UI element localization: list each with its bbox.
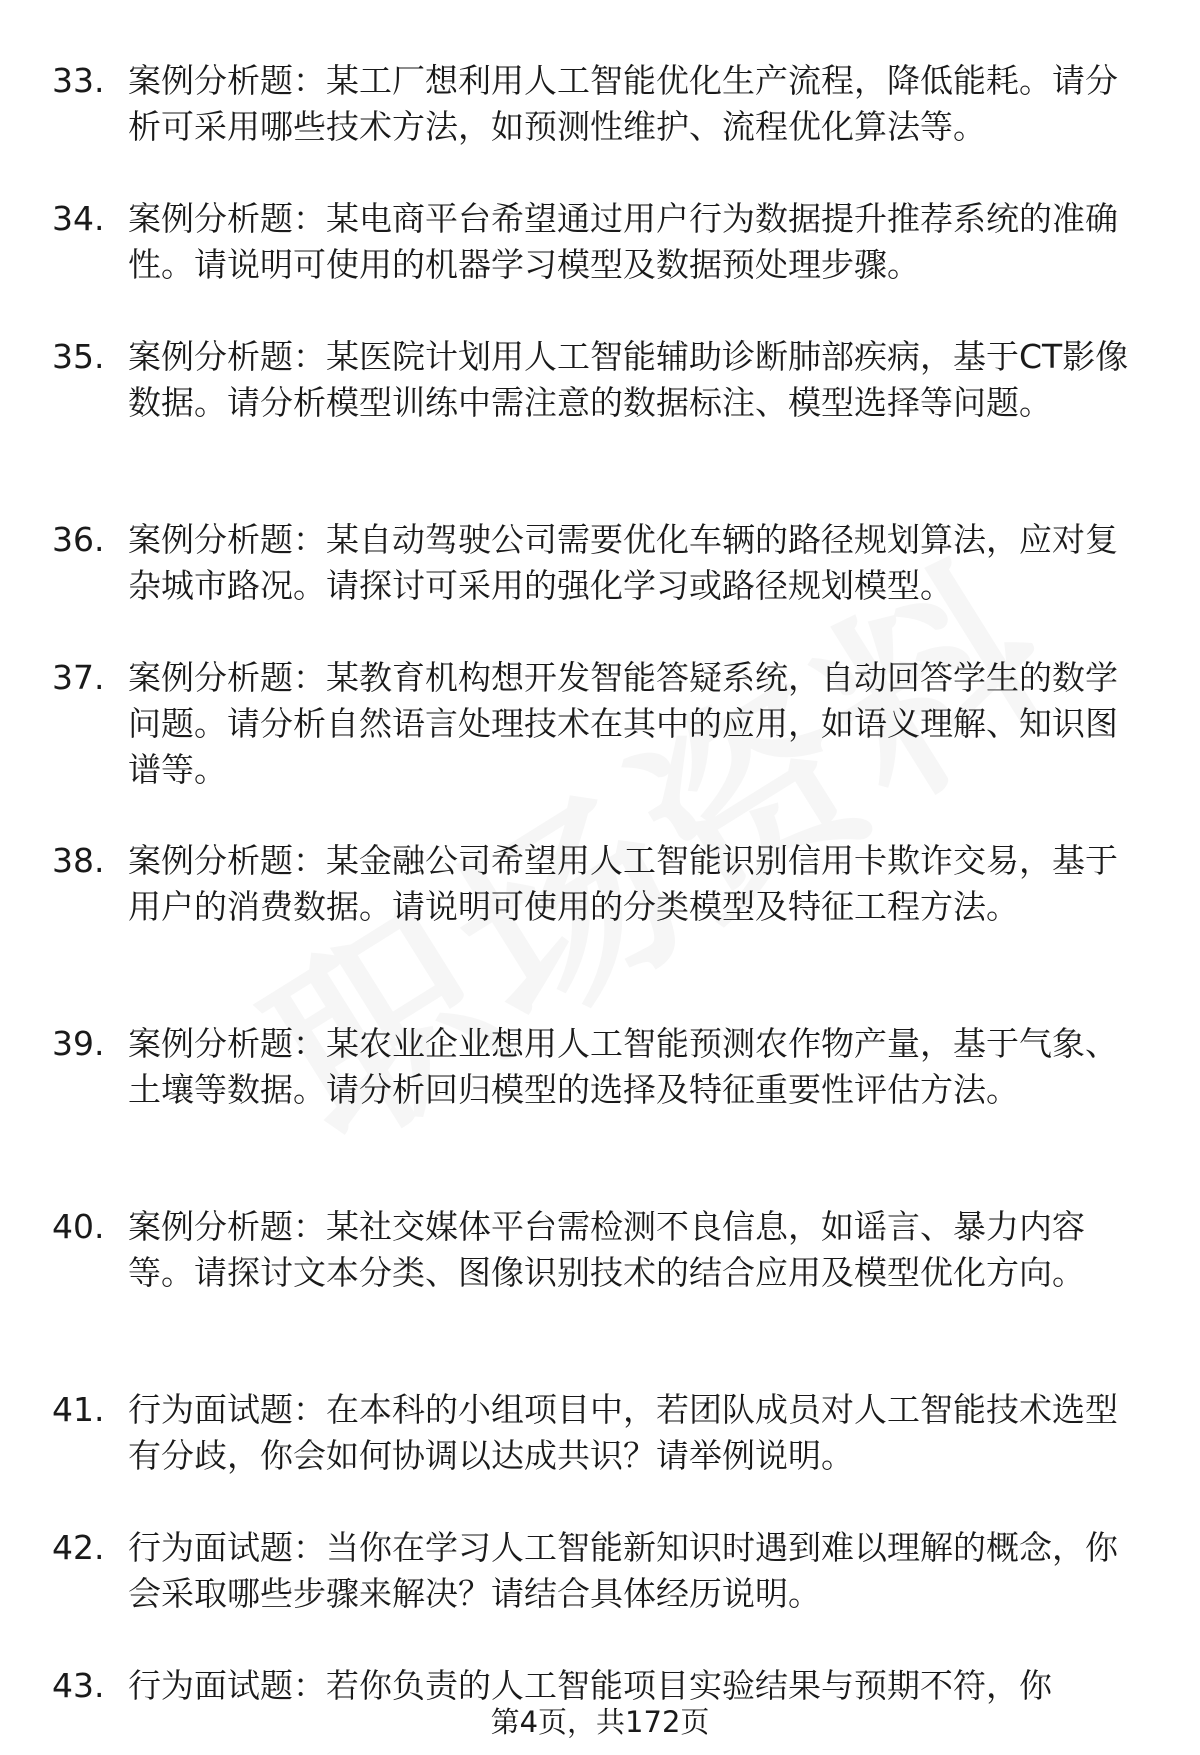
list-item — [0, 655, 1200, 838]
question-text: 案例分析题：某金融公司希望用人工智能识别信用卡欺诈交易，基于用户的消费数据。请说明可使用的分类模型及特征工程方法。 — [128, 841, 1118, 926]
question-number: 40. — [52, 1207, 105, 1246]
question-text: 案例分析题：某社交媒体平台需检测不良信息，如谣言、暴力内容等。请探讨文本分类、图像识别技术的结合应用及模型优化方向。 — [128, 1207, 1085, 1292]
list-item — [0, 517, 1200, 655]
list-item — [0, 196, 1200, 334]
list-item — [0, 1021, 1200, 1204]
question-number: 36. — [52, 520, 105, 559]
question-number: 39. — [52, 1024, 105, 1063]
list-item — [0, 58, 1200, 196]
question-text: 行为面试题：在本科的小组项目中，若团队成员对人工智能技术选型有分歧，你会如何协调以达成共识？请举例说明。 — [128, 1390, 1118, 1475]
question-number: 43. — [52, 1666, 105, 1705]
question-number: 33. — [52, 61, 105, 100]
list-item — [0, 838, 1200, 1021]
question-text: 案例分析题：某自动驾驶公司需要优化车辆的路径规划算法，应对复杂城市路况。请探讨可采用的强化学习或路径规划模型。 — [128, 520, 1118, 605]
question-text: 案例分析题：某工厂想利用人工智能优化生产流程，降低能耗。请分析可采用哪些技术方法，如预测性维护、流程优化算法等。 — [128, 61, 1118, 146]
question-list — [0, 58, 1200, 1713]
question-text: 案例分析题：某电商平台希望通过用户行为数据提升推荐系统的准确性。请说明可使用的机器学习模型及数据预处理步骤。 — [128, 199, 1118, 284]
question-number: 37. — [52, 658, 105, 697]
question-number: 34. — [52, 199, 105, 238]
question-text: 行为面试题：当你在学习人工智能新知识时遇到难以理解的概念，你会采取哪些步骤来解决？请结合具体经历说明。 — [128, 1528, 1118, 1613]
question-number: 35. — [52, 337, 105, 376]
question-number: 41. — [52, 1390, 105, 1429]
question-text: 案例分析题：某医院计划用人工智能辅助诊断肺部疾病，基于CT影像数据。请分析模型训练中需注意的数据标注、模型选择等问题。 — [128, 337, 1129, 422]
list-item — [0, 1387, 1200, 1525]
question-text: 案例分析题：某农业企业想用人工智能预测农作物产量，基于气象、土壤等数据。请分析回归模型的选择及特征重要性评估方法。 — [128, 1024, 1118, 1109]
list-item — [0, 1525, 1200, 1663]
question-text: 案例分析题：某教育机构想开发智能答疑系统，自动回答学生的数学问题。请分析自然语言处理技术在其中的应用，如语义理解、知识图谱等。 — [128, 658, 1118, 789]
list-item — [0, 1204, 1200, 1387]
list-item — [0, 334, 1200, 517]
question-number: 38. — [52, 841, 105, 880]
question-number: 42. — [52, 1528, 105, 1567]
page-footer: 第4页，共172页 — [490, 1705, 710, 1739]
question-text: 行为面试题：若你负责的人工智能项目实验结果与预期不符，你 — [128, 1666, 1052, 1705]
